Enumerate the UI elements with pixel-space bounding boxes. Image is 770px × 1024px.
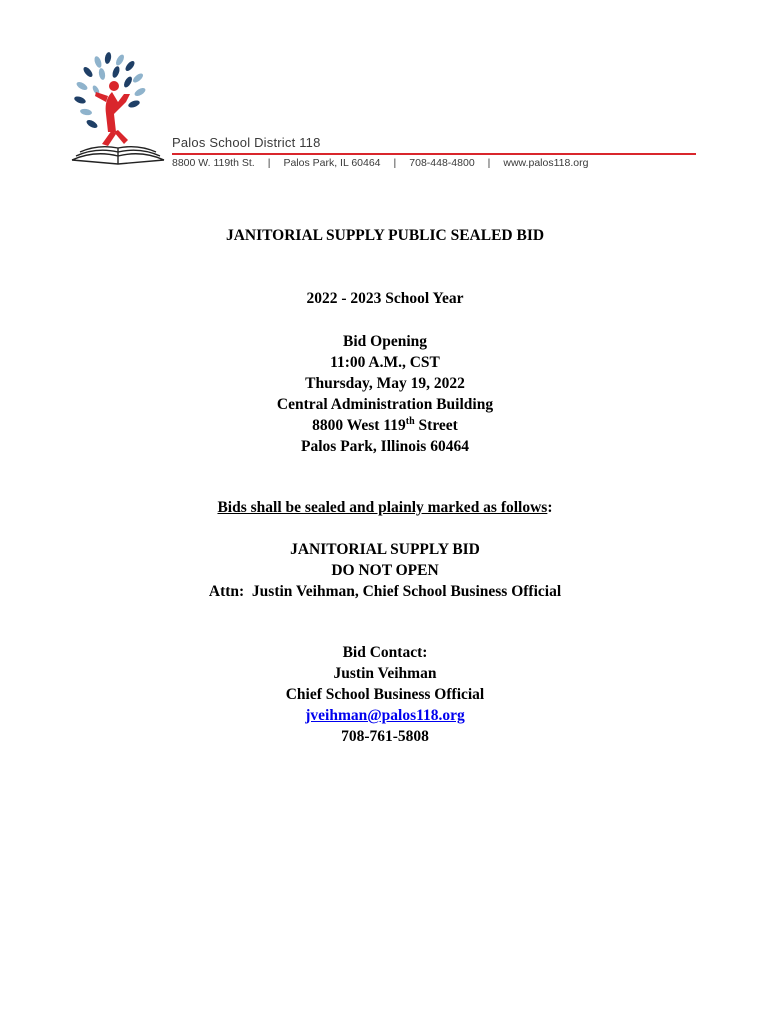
district-city: Palos Park, IL 60464 <box>283 157 381 169</box>
tree-book-child-logo-icon <box>68 52 168 170</box>
bid-opening-city: Palos Park, Illinois 60464 <box>301 438 469 455</box>
bid-opening-building: Central Administration Building <box>276 396 494 413</box>
bid-opening-block <box>0 331 770 457</box>
bid-opening-time: 11:00 A.M., CST <box>330 354 440 371</box>
bid-contact-name: Justin Veihman <box>333 665 437 682</box>
bid-contact-email-line <box>0 705 770 726</box>
letterhead-contact-line <box>172 157 588 169</box>
envelope-label-block <box>0 539 770 602</box>
bid-contact-role: Chief School Business Official <box>285 686 485 703</box>
street-name: Street <box>414 417 458 434</box>
street-ordinal: th <box>405 415 415 427</box>
bid-contact-phone: 708-761-5808 <box>341 728 429 745</box>
bid-opening-date: Thursday, May 19, 2022 <box>305 375 465 392</box>
label-line-1: JANITORIAL SUPPLY BID <box>290 541 480 558</box>
bid-contact-block <box>0 642 770 747</box>
school-year: 2022 - 2023 School Year <box>306 290 464 307</box>
district-address: 8800 W. 119th St. <box>172 157 255 169</box>
separator: | <box>267 157 271 169</box>
letterhead-rule <box>172 153 696 155</box>
bid-contact-heading: Bid Contact: <box>342 644 428 661</box>
separator: | <box>487 157 491 169</box>
street-number: 8800 West 119 <box>312 417 406 434</box>
separator: | <box>393 157 397 169</box>
district-name: Palos School District 118 <box>172 135 321 150</box>
label-line-2: DO NOT OPEN <box>331 562 439 579</box>
marking-instruction-text: Bids shall be sealed and plainly marked as follows <box>217 499 548 516</box>
district-phone: 708-448-4800 <box>409 157 475 169</box>
marking-colon: : <box>547 499 553 516</box>
bid-opening-heading: Bid Opening <box>343 333 427 350</box>
bid-contact-email-link[interactable]: jveihman@palos118.org <box>305 707 465 724</box>
document-title: JANITORIAL SUPPLY PUBLIC SEALED BID <box>225 227 545 244</box>
bid-opening-street <box>0 415 770 436</box>
marking-instruction <box>0 497 770 518</box>
label-line-3: Attn: Justin Veihman, Chief School Business Official <box>208 583 562 600</box>
district-website[interactable]: www.palos118.org <box>503 157 589 169</box>
